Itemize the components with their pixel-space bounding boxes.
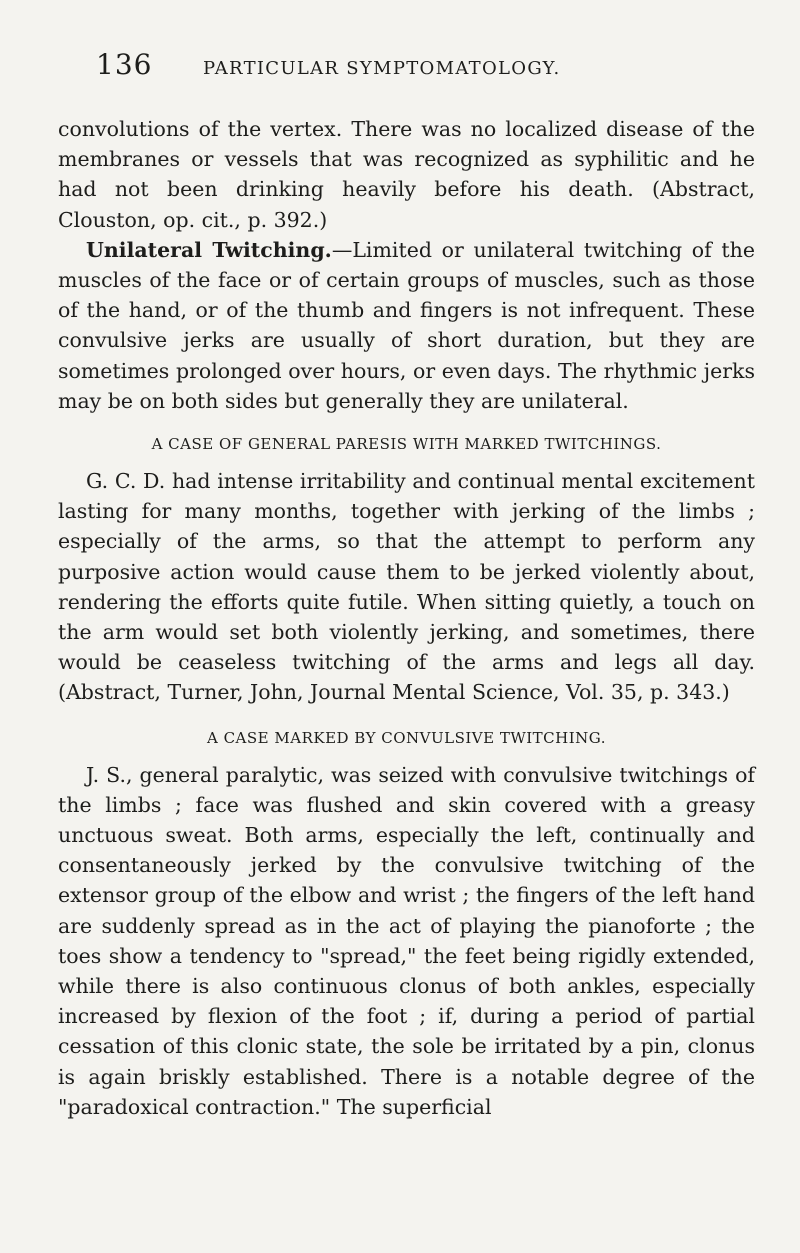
book-page	[58, 48, 758, 1119]
paragraph-3: G. C. D. had intense irritability and continual mental excitement lasting for many months, together with jerking of the limbs ; especially of the arms, so that the attempt to perform any purposive action would cause them to be jerked violently about, rendering the efforts quite futile. When sitting quietly, a touch on the arm would set both violently jerking, and sometimes, there would be ceaseless twitching of the arms and legs all day. (Abstract, Turner, John, Journal Mental Science, Vol. 35, p. 343.)	[58, 469, 755, 705]
page-number: 136	[96, 48, 153, 81]
running-title: PARTICULAR SYMPTOMATOLOGY.	[203, 58, 561, 79]
paragraph-4: J. S., general paralytic, was seized with convulsive twitchings of the limbs ; face was flushed and skin covered with a greasy unctuous sweat. Both arms, especially the left, continually and consentaneously jerked by the convulsive twitching of the extensor group of the elbow and wrist ; the fingers of the left hand are suddenly spread as in the act of playing the pianoforte ; the toes show a tendency to "spread," the feet being rigidly extended, while there is also continuous clonus of both ankles, especially increased by flexion of the foot ; if, during a period of partial cessation of this clonic state, the sole be irritated by a pin, clonus is again briskly established. There is a notable degree of the "paradoxical contraction." The superficial	[58, 762, 755, 1119]
paragraph-2-text: —Limited or unilateral twitching of the muscles of the face or of certain groups of muscles, such as those of the hand, or of the thumb and fingers is not infrequent. These convulsive jerks are usually of short duration, but they are sometimes prolonged over hours, or even days. The rhythmic jerks may be on both sides but generally they are unilateral.	[58, 237, 755, 413]
body-text	[58, 114, 755, 1122]
section-heading-convulsive-twitching: A CASE MARKED BY CONVULSIVE TWITCHING.	[206, 728, 607, 747]
running-head	[58, 48, 758, 96]
paragraph-2	[58, 235, 755, 416]
unilateral-twitching-heading: Unilateral Twitching.	[86, 237, 332, 262]
section-heading-general-paresis: A CASE OF GENERAL PARESIS WITH MARKED TWITCHINGS.	[151, 435, 662, 454]
paragraph-1: convolutions of the vertex. There was no localized disease of the membranes or vessels that was recognized as syphilitic and he had not been drinking heavily before his death. (Abstract, Clouston, op. cit., p. 392.)	[58, 117, 755, 232]
